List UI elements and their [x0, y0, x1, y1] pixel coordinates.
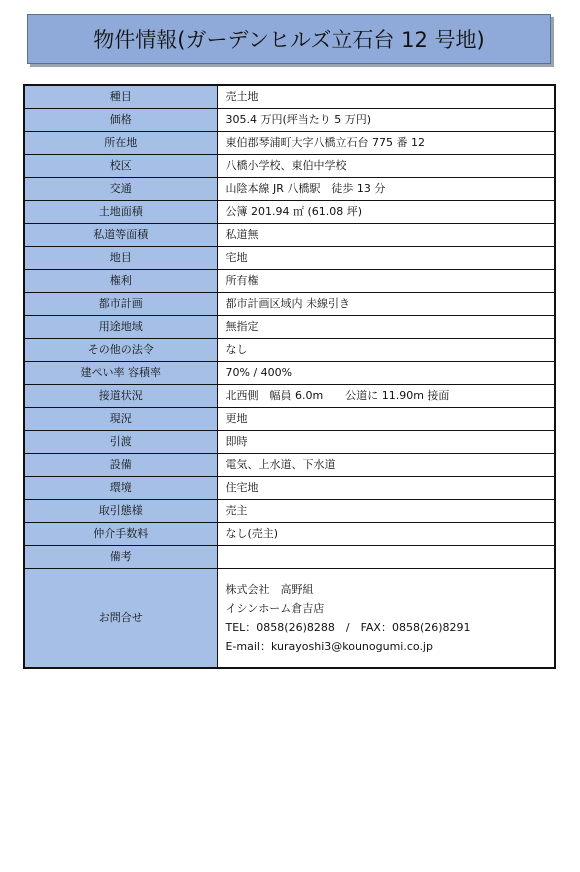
row-label: 仲介手数料 — [24, 522, 217, 545]
row-value: 電気、上水道、下水道 — [217, 453, 555, 476]
row-label: 引渡 — [24, 430, 217, 453]
row-value: なし(売主) — [217, 522, 555, 545]
table-row — [24, 430, 555, 453]
table-row — [24, 154, 555, 177]
row-value: 東伯郡琴浦町大字八橋立石台 775 番 12 — [217, 131, 555, 154]
row-label: 権利 — [24, 269, 217, 292]
table-row — [24, 407, 555, 430]
row-label: 設備 — [24, 453, 217, 476]
row-label: 環境 — [24, 476, 217, 499]
page-title: 物件情報(ガーデンヒルズ立石台 12 号地) — [27, 14, 551, 64]
table-row — [24, 246, 555, 269]
row-value: 私道無 — [217, 223, 555, 246]
row-label: 現況 — [24, 407, 217, 430]
row-value: 売土地 — [217, 85, 555, 108]
row-label: 交通 — [24, 177, 217, 200]
row-label: その他の法令 — [24, 338, 217, 361]
table-row — [24, 545, 555, 568]
contact-branch: イシンホーム倉吉店 — [225, 601, 325, 615]
row-value: 売主 — [217, 499, 555, 522]
table-row — [24, 361, 555, 384]
row-label: 用途地域 — [24, 315, 217, 338]
contact-company: 株式会社 高野組 — [225, 582, 314, 596]
row-label: 都市計画 — [24, 292, 217, 315]
row-value: 305.4 万円(坪当たり 5 万円) — [217, 108, 555, 131]
table-row — [24, 223, 555, 246]
row-value: 無指定 — [217, 315, 555, 338]
table-row — [24, 200, 555, 223]
table-row — [24, 338, 555, 361]
row-label: 備考 — [24, 545, 217, 568]
row-value: なし — [217, 338, 555, 361]
row-value: 北西側 幅員 6.0m 公道に 11.90m 接面 — [217, 384, 555, 407]
table-row — [24, 85, 555, 108]
row-label: 種目 — [24, 85, 217, 108]
row-value: 山陰本線 JR 八橋駅 徒歩 13 分 — [217, 177, 555, 200]
row-value: 70% / 400% — [217, 361, 555, 384]
table-row — [24, 499, 555, 522]
row-value: 即時 — [217, 430, 555, 453]
table-row — [24, 315, 555, 338]
contact-email: E-mail：kurayoshi3@kounogumi.co.jp — [225, 639, 433, 653]
row-label: 地目 — [24, 246, 217, 269]
table-row — [24, 131, 555, 154]
property-info-table — [23, 84, 556, 669]
contact-details — [217, 568, 555, 668]
row-label: 校区 — [24, 154, 217, 177]
row-value: 住宅地 — [217, 476, 555, 499]
row-label: 取引態様 — [24, 499, 217, 522]
row-value: 都市計画区域内 未線引き — [217, 292, 555, 315]
contact-phone-fax: TEL：0858(26)8288 / FAX：0858(26)8291 — [225, 620, 471, 634]
row-value: 八橋小学校、東伯中学校 — [217, 154, 555, 177]
table-row — [24, 177, 555, 200]
row-label: 接道状況 — [24, 384, 217, 407]
table-row — [24, 522, 555, 545]
table-row — [24, 292, 555, 315]
row-value — [217, 545, 555, 568]
row-label: 建ぺい率 容積率 — [24, 361, 217, 384]
row-value: 所有権 — [217, 269, 555, 292]
table-row — [24, 476, 555, 499]
row-label: 所在地 — [24, 131, 217, 154]
row-label: 私道等面積 — [24, 223, 217, 246]
table-row — [24, 269, 555, 292]
row-label: 土地面積 — [24, 200, 217, 223]
row-value: 更地 — [217, 407, 555, 430]
row-value: 公簿 201.94 ㎡ (61.08 坪) — [217, 200, 555, 223]
table-row — [24, 384, 555, 407]
row-label: 価格 — [24, 108, 217, 131]
contact-row — [24, 568, 555, 668]
row-value: 宅地 — [217, 246, 555, 269]
table-row — [24, 453, 555, 476]
table-row — [24, 108, 555, 131]
contact-label: お問合せ — [24, 568, 217, 668]
